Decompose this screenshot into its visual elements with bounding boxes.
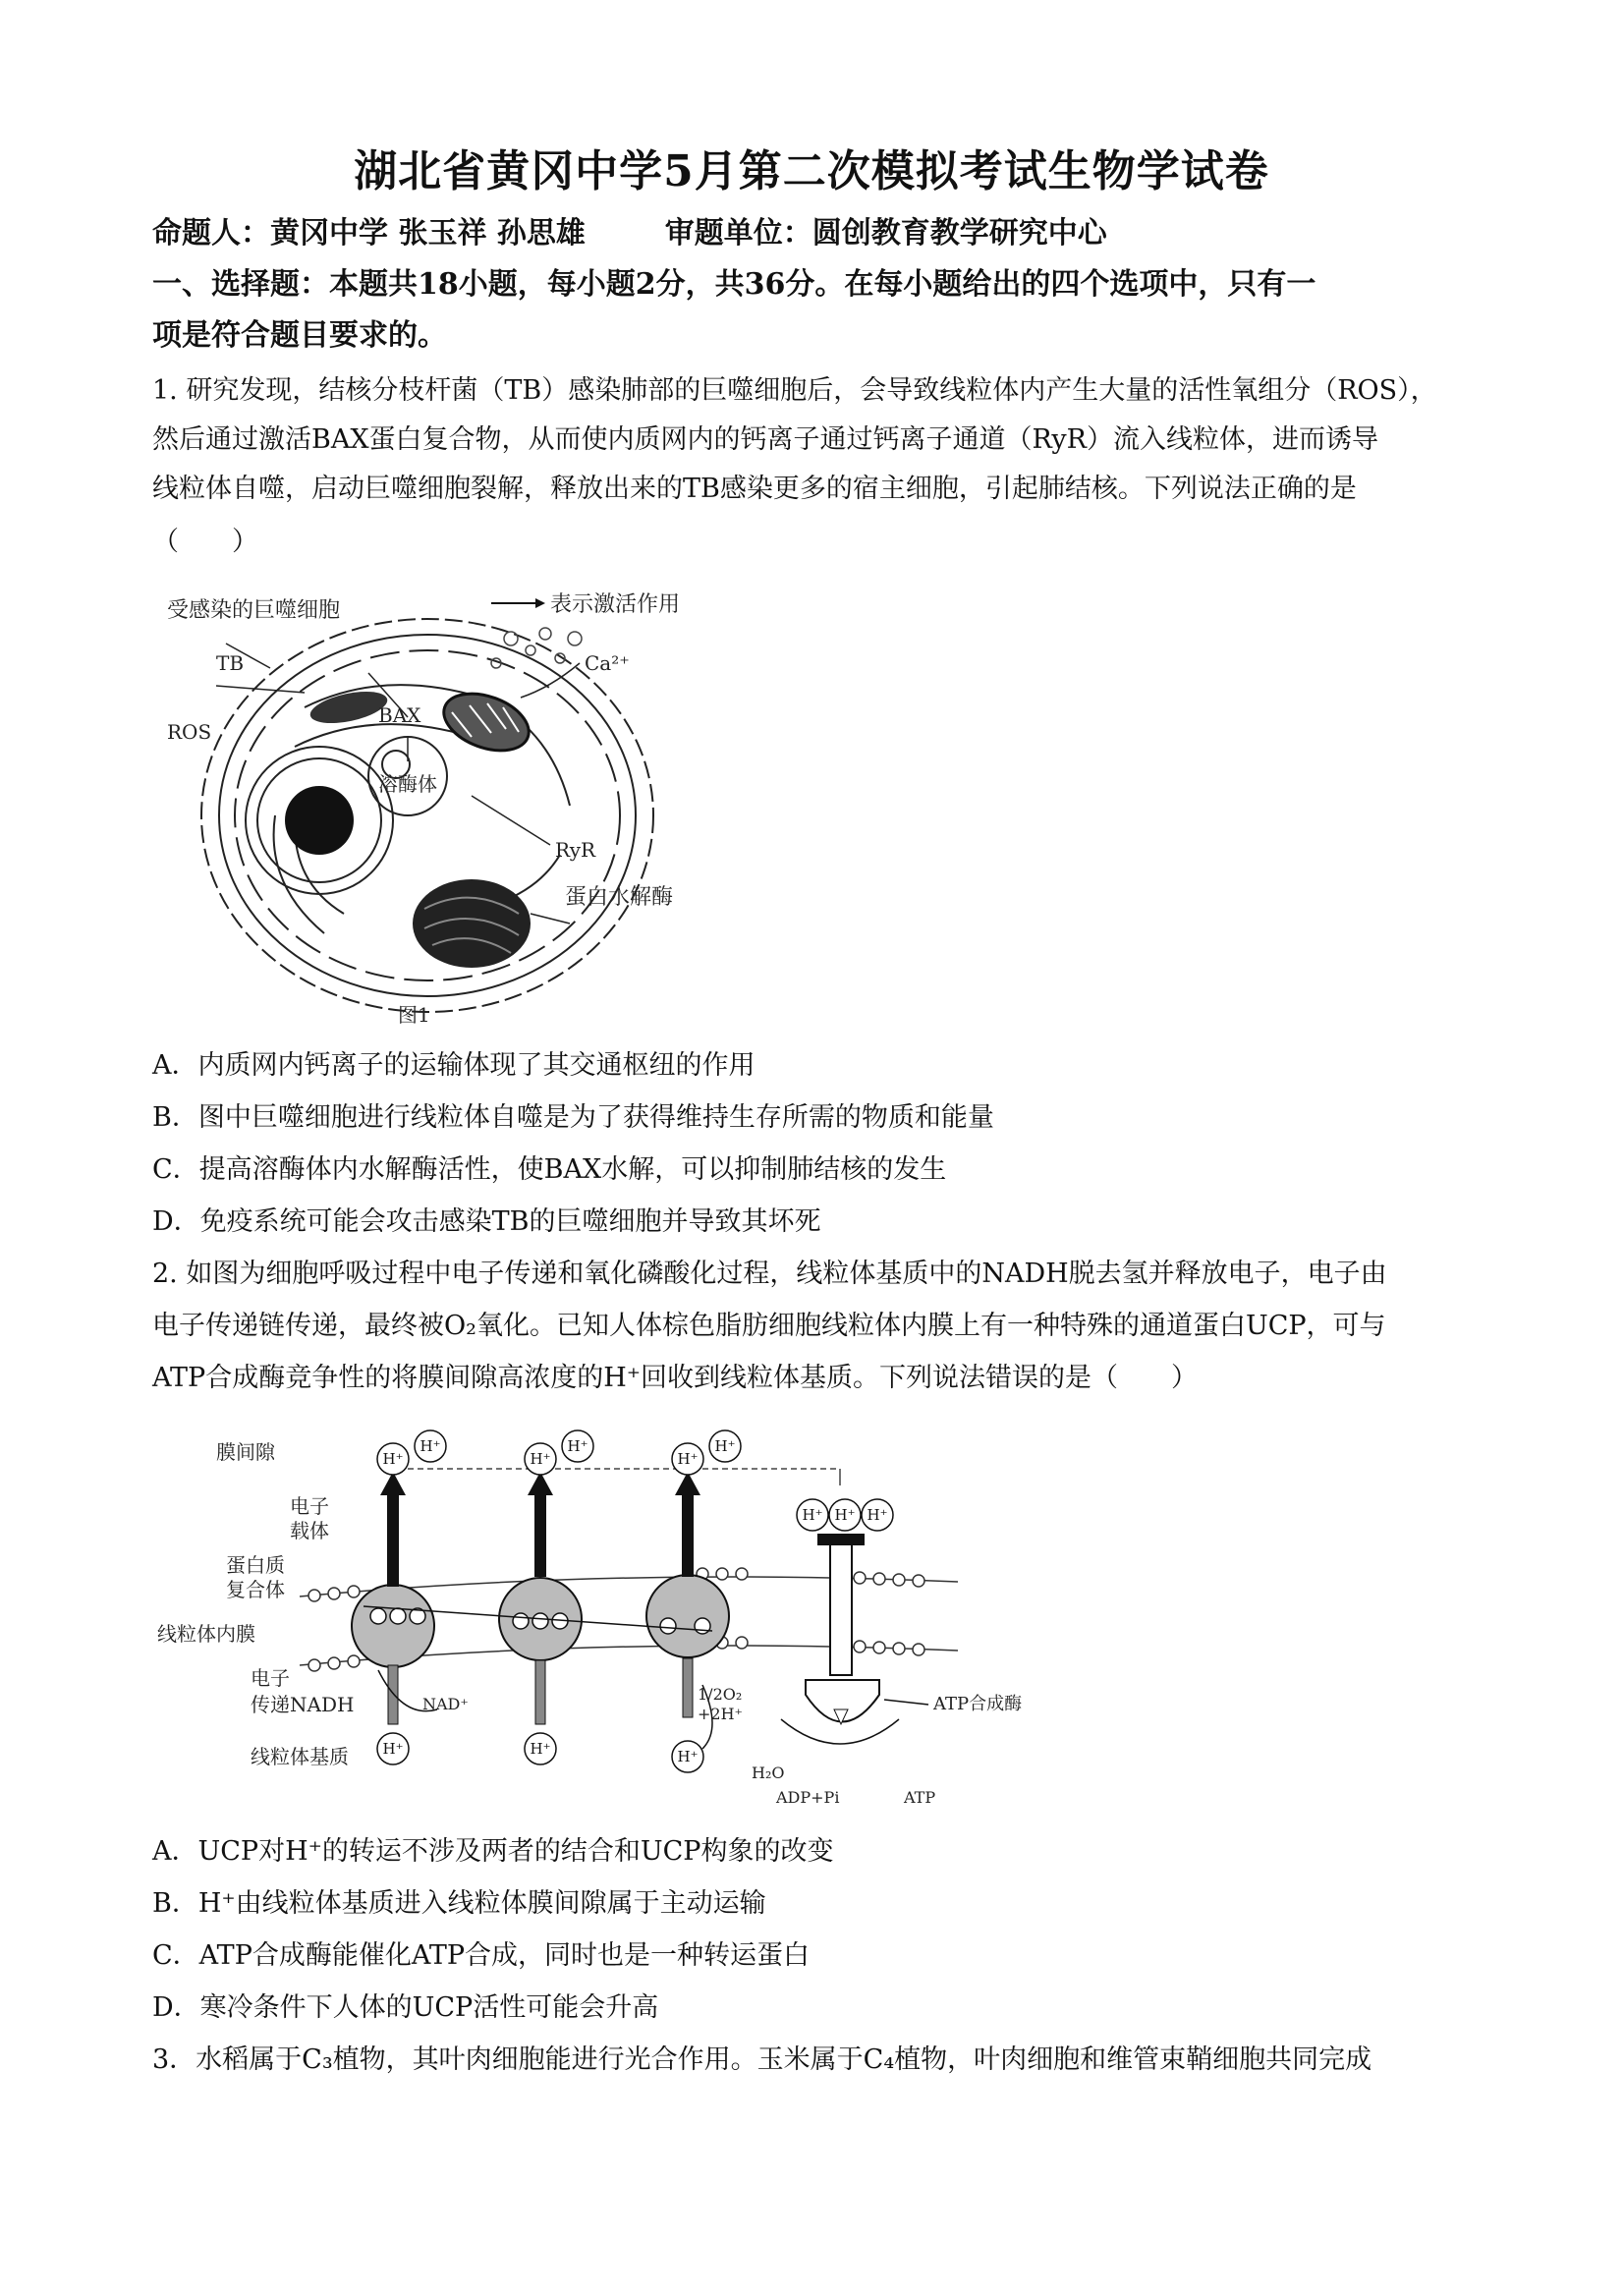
fig2-atp-label: ATP	[904, 1788, 936, 1807]
q2-option-c: C．ATP合成酶能催化ATP合成，同时也是一种转运蛋白	[152, 1940, 811, 1971]
q2-line-3: ATP合成酶竞争性的将膜间隙高浓度的H⁺回收到线粒体基质。下列说法错误的是（ ）	[152, 1363, 1198, 1393]
fig1-legend: 表示激活作用	[550, 592, 681, 617]
q1-line-3: 线粒体自噬，启动巨噬细胞裂解，释放出来的TB感染更多的宿主细胞，引起肺结核。下列说法正确的是	[152, 474, 1357, 504]
fig2-intermembrane-label: 膜间隙	[216, 1440, 275, 1464]
fig2-o2-label: 1/2O₂	[698, 1685, 743, 1704]
fig2-complex-label: 蛋白质	[226, 1553, 285, 1577]
q1-line-1: 1. 研究发现，结核分枝杆菌（TB）感染肺部的巨噬细胞后，会导致线粒体内产生大量的活性氧组分（ROS），	[152, 375, 1437, 406]
fig1-caption: 图1	[398, 1003, 430, 1027]
golgi-icon	[413, 879, 531, 968]
fig2-h2o-label: H₂O	[752, 1764, 785, 1782]
authors: 命题人：黄冈中学 张玉祥 孙思雄	[152, 216, 586, 251]
fig1-protease-label: 蛋白水解酶	[565, 885, 674, 910]
h-ion-label: H⁺	[867, 1506, 888, 1524]
q2-option-b: B．H⁺由线粒体基质进入线粒体膜间隙属于主动运输	[152, 1888, 766, 1919]
fig1-ryr-label: RyR	[555, 838, 596, 862]
review-unit: 审题单位：圆创教育教学研究中心	[664, 216, 1107, 251]
mitochondrion-icon	[436, 683, 536, 761]
fig1-cell-label: 受感染的巨噬细胞	[167, 598, 341, 623]
fig1-ca-label: Ca²⁺	[585, 651, 630, 675]
h-ion-label: H⁺	[382, 1450, 404, 1468]
q1-option-c: C．提高溶酶体内水解酶活性，使BAX水解，可以抑制肺结核的发生	[152, 1154, 947, 1185]
fig1-lysosome-label: 溶酶体	[378, 772, 437, 796]
section-heading-line1: 一、选择题：本题共18小题，每小题2分，共36分。在每小题给出的四个选项中，只有一	[152, 267, 1316, 302]
q1-option-d: D．免疫系统可能会攻击感染TB的巨噬细胞并导致其坏死	[152, 1206, 821, 1237]
fig2-adp-label: ADP+Pi	[776, 1788, 840, 1807]
author-line	[152, 214, 1488, 253]
fig2-nad-label: NAD⁺	[422, 1695, 469, 1713]
fig2-matrix-label: 线粒体基质	[251, 1745, 349, 1768]
q1-line-4: （ ）	[152, 527, 258, 557]
h-ion-label: H⁺	[802, 1506, 823, 1524]
q1-line-2: 然后通过激活BAX蛋白复合物，从而使内质网内的钙离子通过钙离子通道（RyR）流入线粒体，进而诱导	[152, 424, 1378, 455]
page-title: 湖北省黄冈中学5月第二次模拟考试生物学试卷	[354, 146, 1269, 196]
h-ion-label: H⁺	[530, 1740, 551, 1758]
q2-line-2: 电子传递链传递，最终被O₂氧化。已知人体棕色脂肪细胞线粒体内膜上有一种特殊的通道蛋白UCP，可与	[152, 1311, 1386, 1341]
q2-option-a: A．UCP对H⁺的转运不涉及两者的结合和UCP构象的改变	[152, 1836, 834, 1867]
section-heading-line2: 项是符合题目要求的。	[152, 318, 447, 353]
fig2-h2-label: +2H⁺	[698, 1705, 743, 1723]
fig2-nadh-label: 电子	[251, 1666, 290, 1690]
h-ion-label: H⁺	[677, 1450, 699, 1468]
fig1-bax-label: BAX	[378, 703, 421, 727]
fig2-membrane-label: 线粒体内膜	[157, 1622, 255, 1646]
q2-line-1: 2. 如图为细胞呼吸过程中电子传递和氧化磷酸化过程，线粒体基质中的NADH脱去氢并释放电子，电子由	[152, 1259, 1387, 1289]
complex-3-icon	[646, 1575, 729, 1657]
fig1-tb-label: TB	[216, 651, 245, 675]
fig2-nadh-label-2: 传递NADH	[251, 1693, 355, 1716]
h-ion-label: H⁺	[382, 1740, 404, 1758]
fig2-carrier-label: 电子	[290, 1494, 329, 1518]
h-ion-label: H⁺	[677, 1748, 699, 1765]
q1-option-b: B．图中巨噬细胞进行线粒体自噬是为了获得维持生存所需的物质和能量	[152, 1102, 994, 1133]
h-ion-label: H⁺	[834, 1506, 856, 1524]
figure-1-macrophage	[157, 589, 727, 1041]
atp-synthase-icon	[830, 1538, 852, 1675]
h-ion-label: H⁺	[714, 1437, 736, 1455]
complex-1-icon	[352, 1585, 434, 1667]
q2-option-d: D．寒冷条件下人体的UCP活性可能会升高	[152, 1992, 659, 2023]
q3-line-1: 3．水稻属于C₃植物，其叶肉细胞能进行光合作用。玉米属于C₄植物，叶肉细胞和维管束鞘细胞共同完成	[152, 2044, 1372, 2075]
fig2-synthase-label: ATP合成酶	[933, 1694, 1023, 1714]
h-ion-label: H⁺	[420, 1437, 441, 1455]
nucleus-icon	[285, 786, 354, 855]
fig2-complex-label-2: 复合体	[226, 1578, 285, 1601]
fig2-carrier-label-2: 载体	[290, 1519, 329, 1542]
q1-option-a: A．内质网内钙离子的运输体现了其交通枢纽的作用	[152, 1050, 756, 1081]
h-ion-label: H⁺	[567, 1437, 588, 1455]
h-ion-label: H⁺	[530, 1450, 551, 1468]
figure-2-electron-transport	[152, 1425, 1076, 1818]
fig1-ros-label: ROS	[167, 720, 212, 744]
